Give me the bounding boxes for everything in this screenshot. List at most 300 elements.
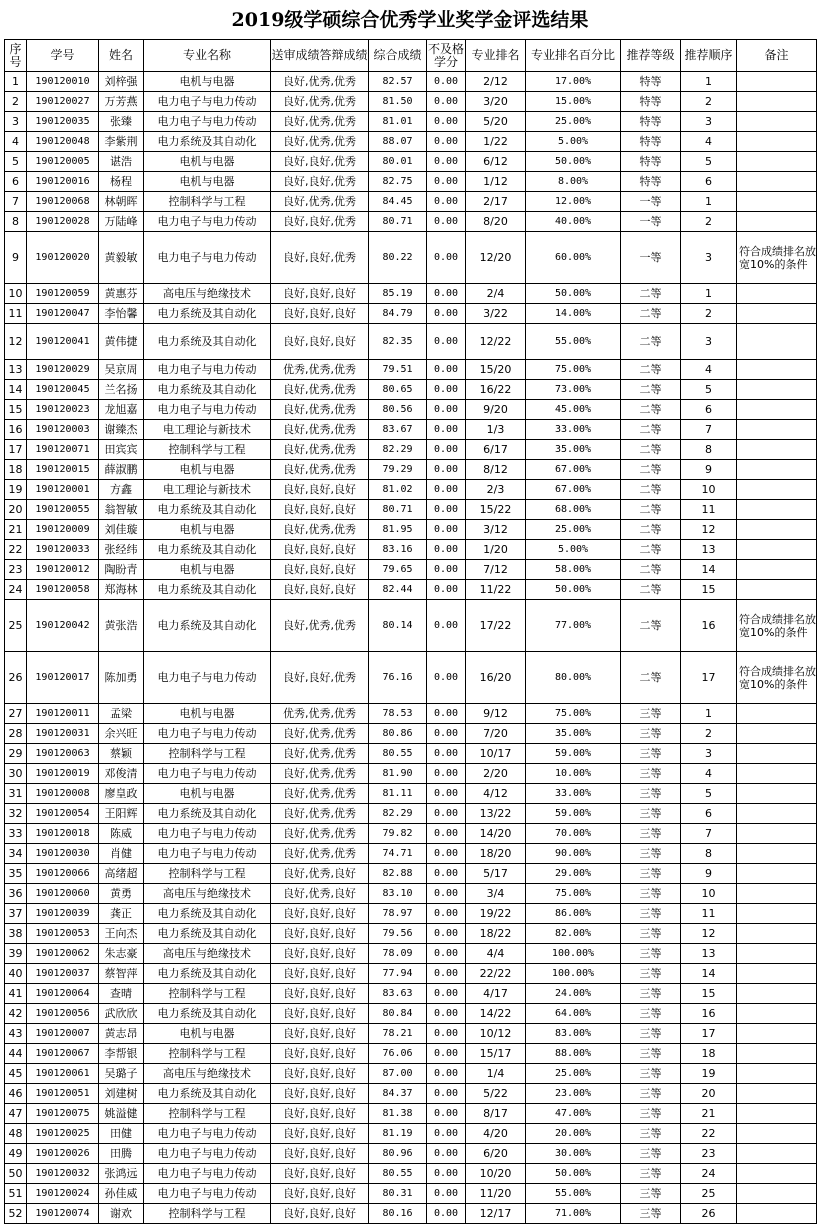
cell-remark	[737, 864, 817, 884]
cell-order: 22	[681, 1124, 737, 1144]
cell-rank-percent: 75.00%	[526, 704, 621, 724]
cell-remark	[737, 1164, 817, 1184]
cell-remark: 符合成绩排名放宽10%的条件	[737, 600, 817, 652]
cell-thesis-grades: 良好,良好,良好	[271, 1044, 369, 1064]
cell-name: 张经纬	[99, 540, 144, 560]
cell-remark	[737, 192, 817, 212]
cell-remark	[737, 460, 817, 480]
cell-major: 电力电子与电力传动	[144, 212, 271, 232]
table-row	[5, 1204, 817, 1224]
cell-student-id: 190120009	[27, 520, 99, 540]
cell-index: 31	[5, 784, 27, 804]
cell-overall-score: 80.86	[369, 724, 427, 744]
cell-name: 黄惠芬	[99, 284, 144, 304]
cell-student-id: 190120037	[27, 964, 99, 984]
cell-order: 16	[681, 1004, 737, 1024]
cell-failed-credits: 0.00	[427, 1164, 466, 1184]
cell-student-id: 190120062	[27, 944, 99, 964]
cell-failed-credits: 0.00	[427, 764, 466, 784]
cell-rank-percent: 15.00%	[526, 92, 621, 112]
cell-name: 廖皇政	[99, 784, 144, 804]
cell-name: 陈加勇	[99, 652, 144, 704]
cell-order: 14	[681, 560, 737, 580]
cell-thesis-grades: 良好,良好,良好	[271, 304, 369, 324]
cell-index: 46	[5, 1084, 27, 1104]
table-row	[5, 304, 817, 324]
cell-index: 25	[5, 600, 27, 652]
cell-index: 2	[5, 92, 27, 112]
cell-index: 29	[5, 744, 27, 764]
cell-overall-score: 76.16	[369, 652, 427, 704]
cell-student-id: 190120030	[27, 844, 99, 864]
cell-rank-percent: 88.00%	[526, 1044, 621, 1064]
cell-failed-credits: 0.00	[427, 420, 466, 440]
cell-major: 电力系统及其自动化	[144, 1084, 271, 1104]
cell-student-id: 190120063	[27, 744, 99, 764]
table-row	[5, 520, 817, 540]
cell-failed-credits: 0.00	[427, 1144, 466, 1164]
cell-major: 电力电子与电力传动	[144, 360, 271, 380]
table-row	[5, 1184, 817, 1204]
cell-order: 4	[681, 764, 737, 784]
cell-thesis-grades: 良好,良好,良好	[271, 580, 369, 600]
cell-index: 42	[5, 1004, 27, 1024]
cell-overall-score: 81.02	[369, 480, 427, 500]
cell-major-rank: 15/20	[466, 360, 526, 380]
table-row	[5, 1004, 817, 1024]
cell-student-id: 190120001	[27, 480, 99, 500]
cell-thesis-grades: 良好,良好,良好	[271, 1184, 369, 1204]
table-row	[5, 964, 817, 984]
cell-remark	[737, 1004, 817, 1024]
cell-thesis-grades: 良好,良好,优秀	[271, 152, 369, 172]
cell-student-id: 190120060	[27, 884, 99, 904]
cell-thesis-grades: 良好,良好,良好	[271, 540, 369, 560]
cell-index: 45	[5, 1064, 27, 1084]
cell-remark	[737, 744, 817, 764]
cell-remark	[737, 540, 817, 560]
cell-level: 三等	[621, 904, 681, 924]
cell-failed-credits: 0.00	[427, 92, 466, 112]
cell-student-id: 190120031	[27, 724, 99, 744]
cell-failed-credits: 0.00	[427, 212, 466, 232]
cell-major-rank: 12/17	[466, 1204, 526, 1224]
cell-index: 27	[5, 704, 27, 724]
cell-thesis-grades: 良好,优秀,优秀	[271, 72, 369, 92]
cell-major: 电机与电器	[144, 1024, 271, 1044]
cell-name: 蔡智萍	[99, 964, 144, 984]
cell-overall-score: 84.45	[369, 192, 427, 212]
cell-name: 吴璐子	[99, 1064, 144, 1084]
table-row	[5, 500, 817, 520]
cell-student-id: 190120053	[27, 924, 99, 944]
cell-rank-percent: 86.00%	[526, 904, 621, 924]
cell-major: 控制科学与工程	[144, 984, 271, 1004]
cell-student-id: 190120005	[27, 152, 99, 172]
cell-rank-percent: 33.00%	[526, 420, 621, 440]
cell-thesis-grades: 良好,优秀,优秀	[271, 460, 369, 480]
cell-rank-percent: 64.00%	[526, 1004, 621, 1024]
cell-thesis-grades: 良好,优秀,优秀	[271, 784, 369, 804]
cell-major-rank: 10/12	[466, 1024, 526, 1044]
cell-thesis-grades: 良好,优秀,优秀	[271, 804, 369, 824]
table-row	[5, 360, 817, 380]
cell-level: 三等	[621, 984, 681, 1004]
cell-index: 9	[5, 232, 27, 284]
cell-rank-percent: 68.00%	[526, 500, 621, 520]
cell-major-rank: 8/20	[466, 212, 526, 232]
cell-order: 3	[681, 112, 737, 132]
cell-level: 二等	[621, 580, 681, 600]
cell-rank-percent: 55.00%	[526, 324, 621, 360]
cell-name: 龙旭嘉	[99, 400, 144, 420]
cell-remark	[737, 72, 817, 92]
cell-index: 5	[5, 152, 27, 172]
cell-level: 三等	[621, 744, 681, 764]
cell-major: 电力电子与电力传动	[144, 1184, 271, 1204]
cell-thesis-grades: 良好,良好,良好	[271, 1164, 369, 1184]
cell-student-id: 190120019	[27, 764, 99, 784]
cell-thesis-grades: 良好,优秀,良好	[271, 884, 369, 904]
cell-rank-percent: 25.00%	[526, 112, 621, 132]
cell-major: 控制科学与工程	[144, 864, 271, 884]
cell-student-id: 190120061	[27, 1064, 99, 1084]
cell-remark	[737, 560, 817, 580]
cell-order: 2	[681, 724, 737, 744]
cell-overall-score: 88.07	[369, 132, 427, 152]
cell-failed-credits: 0.00	[427, 440, 466, 460]
cell-major-rank: 12/20	[466, 232, 526, 284]
cell-major-rank: 2/4	[466, 284, 526, 304]
table-row	[5, 764, 817, 784]
cell-student-id: 190120054	[27, 804, 99, 824]
cell-major-rank: 8/17	[466, 1104, 526, 1124]
cell-student-id: 190120059	[27, 284, 99, 304]
cell-failed-credits: 0.00	[427, 884, 466, 904]
cell-overall-score: 80.84	[369, 1004, 427, 1024]
cell-rank-percent: 45.00%	[526, 400, 621, 420]
cell-remark	[737, 1124, 817, 1144]
table-row	[5, 152, 817, 172]
cell-major-rank: 2/3	[466, 480, 526, 500]
cell-major: 控制科学与工程	[144, 1204, 271, 1224]
table-row	[5, 324, 817, 360]
cell-rank-percent: 100.00%	[526, 944, 621, 964]
cell-rank-percent: 23.00%	[526, 1084, 621, 1104]
cell-name: 朱志豪	[99, 944, 144, 964]
cell-thesis-grades: 良好,良好,良好	[271, 1144, 369, 1164]
cell-student-id: 190120017	[27, 652, 99, 704]
cell-index: 48	[5, 1124, 27, 1144]
cell-level: 二等	[621, 400, 681, 420]
cell-remark	[737, 904, 817, 924]
cell-major-rank: 9/12	[466, 704, 526, 724]
cell-level: 二等	[621, 500, 681, 520]
cell-overall-score: 84.37	[369, 1084, 427, 1104]
cell-student-id: 190120012	[27, 560, 99, 580]
cell-order: 9	[681, 460, 737, 480]
cell-level: 特等	[621, 112, 681, 132]
cell-name: 林朝晖	[99, 192, 144, 212]
table-row	[5, 1164, 817, 1184]
cell-name: 谌浩	[99, 152, 144, 172]
cell-level: 三等	[621, 704, 681, 724]
cell-major-rank: 10/17	[466, 744, 526, 764]
cell-order: 6	[681, 400, 737, 420]
cell-rank-percent: 90.00%	[526, 844, 621, 864]
table-row	[5, 420, 817, 440]
cell-overall-score: 81.01	[369, 112, 427, 132]
cell-index: 34	[5, 844, 27, 864]
cell-failed-credits: 0.00	[427, 172, 466, 192]
cell-remark	[737, 112, 817, 132]
cell-order: 1	[681, 72, 737, 92]
cell-failed-credits: 0.00	[427, 844, 466, 864]
cell-level: 三等	[621, 924, 681, 944]
cell-overall-score: 79.56	[369, 924, 427, 944]
cell-name: 肖健	[99, 844, 144, 864]
cell-index: 13	[5, 360, 27, 380]
cell-thesis-grades: 良好,良好,良好	[271, 1204, 369, 1224]
cell-student-id: 190120074	[27, 1204, 99, 1224]
cell-thesis-grades: 良好,良好,优秀	[271, 172, 369, 192]
cell-major: 电力系统及其自动化	[144, 904, 271, 924]
cell-failed-credits: 0.00	[427, 924, 466, 944]
cell-thesis-grades: 优秀,优秀,优秀	[271, 360, 369, 380]
cell-overall-score: 74.71	[369, 844, 427, 864]
cell-name: 姚溢健	[99, 1104, 144, 1124]
cell-overall-score: 81.95	[369, 520, 427, 540]
cell-overall-score: 82.75	[369, 172, 427, 192]
table-row	[5, 1024, 817, 1044]
cell-order: 21	[681, 1104, 737, 1124]
cell-order: 4	[681, 360, 737, 380]
cell-overall-score: 82.29	[369, 440, 427, 460]
cell-overall-score: 80.16	[369, 1204, 427, 1224]
cell-major-rank: 14/20	[466, 824, 526, 844]
cell-student-id: 190120018	[27, 824, 99, 844]
cell-overall-score: 79.82	[369, 824, 427, 844]
table-row	[5, 112, 817, 132]
cell-thesis-grades: 良好,良好,优秀	[271, 232, 369, 284]
cell-remark	[737, 804, 817, 824]
table-row	[5, 1084, 817, 1104]
cell-major-rank: 12/22	[466, 324, 526, 360]
cell-name: 李怡馨	[99, 304, 144, 324]
cell-major: 电力电子与电力传动	[144, 1144, 271, 1164]
cell-index: 49	[5, 1144, 27, 1164]
cell-index: 26	[5, 652, 27, 704]
cell-student-id: 190120010	[27, 72, 99, 92]
cell-thesis-grades: 良好,优秀,优秀	[271, 520, 369, 540]
cell-name: 翁智敏	[99, 500, 144, 520]
cell-remark	[737, 1044, 817, 1064]
cell-student-id: 190120026	[27, 1144, 99, 1164]
cell-remark	[737, 324, 817, 360]
cell-order: 10	[681, 480, 737, 500]
cell-failed-credits: 0.00	[427, 400, 466, 420]
cell-student-id: 190120032	[27, 1164, 99, 1184]
cell-overall-score: 81.19	[369, 1124, 427, 1144]
cell-remark	[737, 440, 817, 460]
cell-major: 电力系统及其自动化	[144, 324, 271, 360]
cell-remark	[737, 784, 817, 804]
cell-thesis-grades: 良好,良好,良好	[271, 1064, 369, 1084]
table-row	[5, 380, 817, 400]
cell-level: 二等	[621, 520, 681, 540]
cell-level: 一等	[621, 212, 681, 232]
header-level: 推荐等级	[621, 40, 681, 72]
table-row	[5, 1104, 817, 1124]
cell-major-rank: 3/12	[466, 520, 526, 540]
cell-order: 17	[681, 1024, 737, 1044]
cell-major-rank: 16/22	[466, 380, 526, 400]
cell-level: 一等	[621, 232, 681, 284]
cell-remark	[737, 1104, 817, 1124]
cell-name: 陈威	[99, 824, 144, 844]
cell-remark: 符合成绩排名放宽10%的条件	[737, 232, 817, 284]
table-row	[5, 1124, 817, 1144]
cell-index: 14	[5, 380, 27, 400]
cell-order: 5	[681, 380, 737, 400]
cell-level: 特等	[621, 132, 681, 152]
cell-major: 电力电子与电力传动	[144, 1124, 271, 1144]
cell-failed-credits: 0.00	[427, 304, 466, 324]
header-student-id: 学号	[27, 40, 99, 72]
cell-level: 一等	[621, 192, 681, 212]
cell-rank-percent: 8.00%	[526, 172, 621, 192]
cell-failed-credits: 0.00	[427, 284, 466, 304]
cell-major: 电力系统及其自动化	[144, 304, 271, 324]
cell-major: 电力电子与电力传动	[144, 232, 271, 284]
table-row	[5, 1064, 817, 1084]
cell-name: 田腾	[99, 1144, 144, 1164]
cell-name: 杨程	[99, 172, 144, 192]
cell-index: 15	[5, 400, 27, 420]
cell-major-rank: 15/17	[466, 1044, 526, 1064]
cell-major-rank: 3/22	[466, 304, 526, 324]
cell-level: 二等	[621, 540, 681, 560]
cell-overall-score: 80.55	[369, 744, 427, 764]
cell-student-id: 190120020	[27, 232, 99, 284]
cell-thesis-grades: 良好,优秀,优秀	[271, 112, 369, 132]
cell-remark: 符合成绩排名放宽10%的条件	[737, 652, 817, 704]
cell-name: 余兴旺	[99, 724, 144, 744]
cell-name: 谢臻杰	[99, 420, 144, 440]
cell-rank-percent: 55.00%	[526, 1184, 621, 1204]
cell-failed-credits: 0.00	[427, 824, 466, 844]
cell-rank-percent: 25.00%	[526, 1064, 621, 1084]
cell-student-id: 190120051	[27, 1084, 99, 1104]
cell-rank-percent: 75.00%	[526, 884, 621, 904]
cell-overall-score: 82.35	[369, 324, 427, 360]
cell-student-id: 190120027	[27, 92, 99, 112]
cell-overall-score: 83.16	[369, 540, 427, 560]
cell-overall-score: 80.22	[369, 232, 427, 284]
cell-remark	[737, 500, 817, 520]
cell-thesis-grades: 良好,良好,良好	[271, 924, 369, 944]
cell-name: 张臻	[99, 112, 144, 132]
cell-rank-percent: 24.00%	[526, 984, 621, 1004]
cell-order: 8	[681, 844, 737, 864]
cell-major: 电力系统及其自动化	[144, 924, 271, 944]
cell-overall-score: 77.94	[369, 964, 427, 984]
cell-index: 6	[5, 172, 27, 192]
cell-major-rank: 1/3	[466, 420, 526, 440]
cell-level: 三等	[621, 1124, 681, 1144]
cell-overall-score: 82.57	[369, 72, 427, 92]
cell-rank-percent: 67.00%	[526, 460, 621, 480]
cell-name: 田宾宾	[99, 440, 144, 460]
cell-major-rank: 7/20	[466, 724, 526, 744]
cell-major-rank: 10/20	[466, 1164, 526, 1184]
header-major: 专业名称	[144, 40, 271, 72]
table-row	[5, 1044, 817, 1064]
cell-overall-score: 78.09	[369, 944, 427, 964]
cell-overall-score: 80.71	[369, 500, 427, 520]
cell-order: 2	[681, 304, 737, 324]
cell-order: 9	[681, 864, 737, 884]
cell-overall-score: 82.29	[369, 804, 427, 824]
cell-failed-credits: 0.00	[427, 232, 466, 284]
cell-level: 二等	[621, 600, 681, 652]
cell-remark	[737, 764, 817, 784]
cell-name: 方鑫	[99, 480, 144, 500]
cell-index: 44	[5, 1044, 27, 1064]
cell-level: 三等	[621, 1004, 681, 1024]
cell-major-rank: 11/22	[466, 580, 526, 600]
cell-level: 三等	[621, 944, 681, 964]
cell-major-rank: 3/20	[466, 92, 526, 112]
cell-overall-score: 80.71	[369, 212, 427, 232]
table-row	[5, 460, 817, 480]
cell-overall-score: 82.88	[369, 864, 427, 884]
cell-index: 4	[5, 132, 27, 152]
cell-failed-credits: 0.00	[427, 724, 466, 744]
cell-remark	[737, 724, 817, 744]
table-row	[5, 72, 817, 92]
cell-thesis-grades: 良好,优秀,优秀	[271, 600, 369, 652]
cell-level: 三等	[621, 864, 681, 884]
cell-student-id: 190120055	[27, 500, 99, 520]
cell-rank-percent: 60.00%	[526, 232, 621, 284]
cell-failed-credits: 0.00	[427, 540, 466, 560]
table-row	[5, 924, 817, 944]
cell-remark	[737, 1204, 817, 1224]
cell-thesis-grades: 良好,良好,良好	[271, 560, 369, 580]
cell-remark	[737, 1084, 817, 1104]
cell-order: 10	[681, 884, 737, 904]
cell-thesis-grades: 良好,良好,良好	[271, 324, 369, 360]
cell-order: 1	[681, 192, 737, 212]
cell-level: 二等	[621, 560, 681, 580]
cell-major-rank: 14/22	[466, 1004, 526, 1024]
page-title: 2019级学硕综合优秀学业奖学金评选结果	[231, 9, 589, 31]
cell-failed-credits: 0.00	[427, 152, 466, 172]
cell-name: 薛淑鹏	[99, 460, 144, 480]
cell-major-rank: 18/22	[466, 924, 526, 944]
cell-major: 电机与电器	[144, 72, 271, 92]
cell-major: 电机与电器	[144, 152, 271, 172]
cell-name: 黄勇	[99, 884, 144, 904]
cell-thesis-grades: 良好,优秀,优秀	[271, 132, 369, 152]
cell-index: 33	[5, 824, 27, 844]
cell-name: 王阳辉	[99, 804, 144, 824]
cell-student-id: 190120056	[27, 1004, 99, 1024]
cell-level: 特等	[621, 152, 681, 172]
cell-failed-credits: 0.00	[427, 964, 466, 984]
header-index: 序号	[5, 40, 27, 72]
